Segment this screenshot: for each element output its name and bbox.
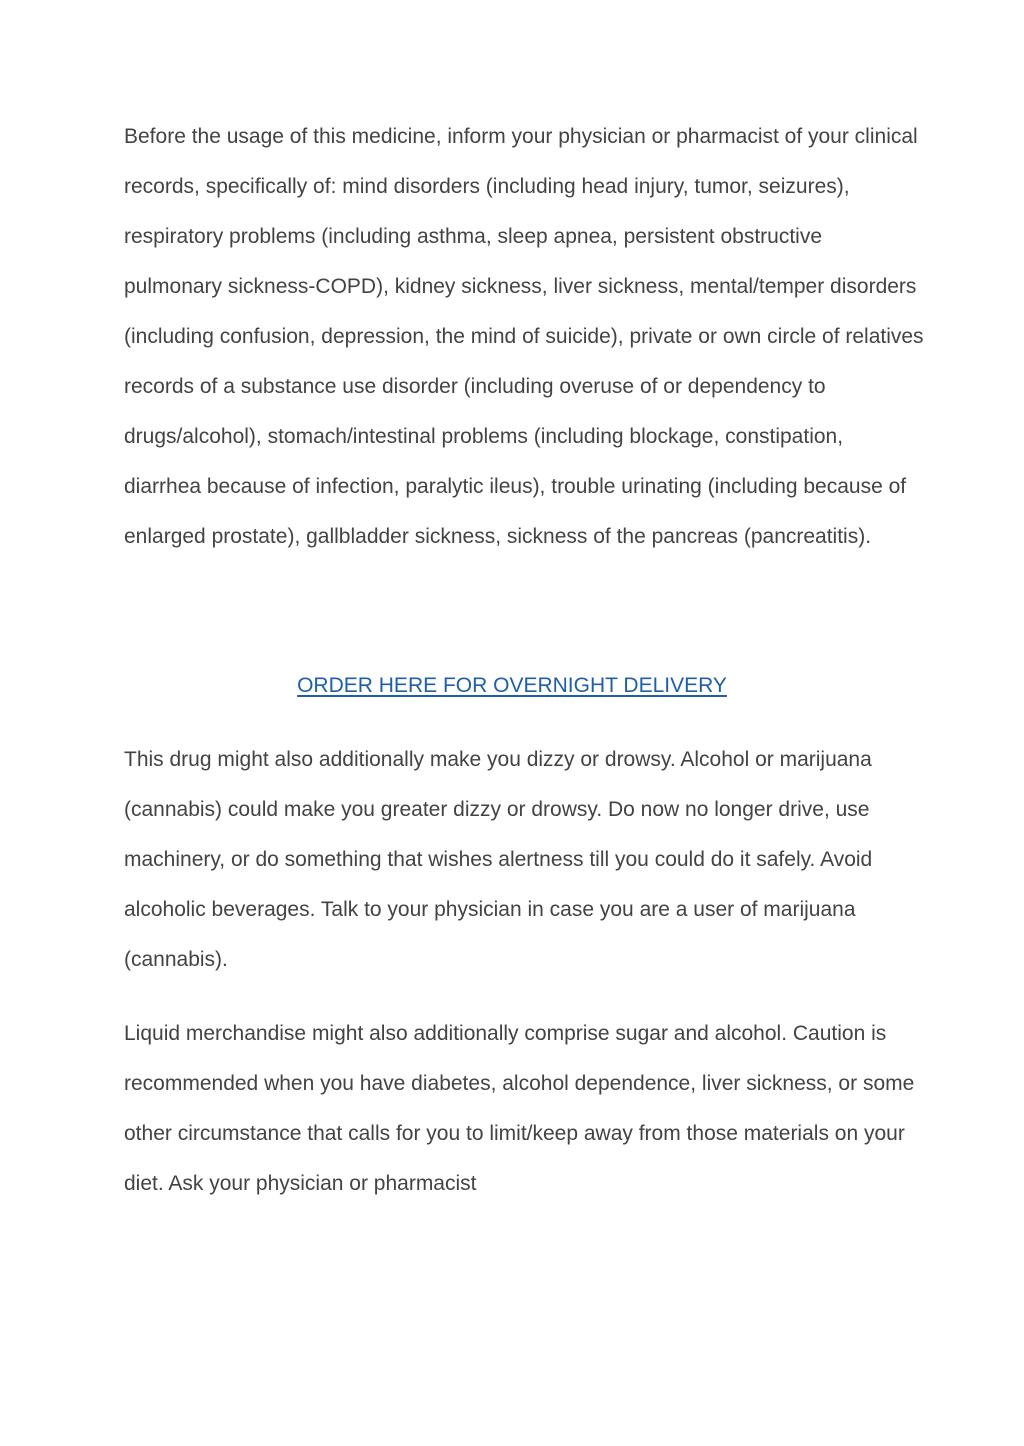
paragraph-medical-history: Before the usage of this medicine, inform your physician or pharmacist of your clinical records, specifically of: mind disorders (including head injury, tumor, seizures), respiratory problems (including asthma, sleep apnea, persistent obstructive pulmonary sickness-COPD), kidney sickness, liver sickness, mental/temper disorders (including confusion, depression, the mind of suicide), private or own circle of relatives records of a substance use disorder (including overuse of or dependency to drugs/alcohol), stomach/intestinal problems (including blockage, constipation, diarrhea because of infection, paralytic ileus), trouble urinating (including because of enlarged prostate), gallbladder sickness, sickness of the pancreas (pancreatitis). bbox=[124, 125, 924, 548]
document-page bbox=[124, 112, 924, 1209]
order-link-container bbox=[124, 661, 924, 711]
paragraph-liquid-products: Liquid merchandise might also additionally comprise sugar and alcohol. Caution is recommended when you have diabetes, alcohol dependence, liver sickness, or some other circumstance that calls for you to limit/keep away from those materials on your diet. Ask your physician or pharmacist bbox=[124, 1022, 915, 1195]
paragraph-dizziness-warning: This drug might also additionally make you dizzy or drowsy. Alcohol or marijuana (cannabis) could make you greater dizzy or drowsy. Do now no longer drive, use machinery, or do something that wishes alertness till you could do it safely. Avoid alcoholic beverages. Talk to your physician in case you are a user of marijuana (cannabis). bbox=[124, 748, 873, 971]
order-link[interactable]: ORDER HERE FOR OVERNIGHT DELIVERY bbox=[297, 674, 727, 697]
